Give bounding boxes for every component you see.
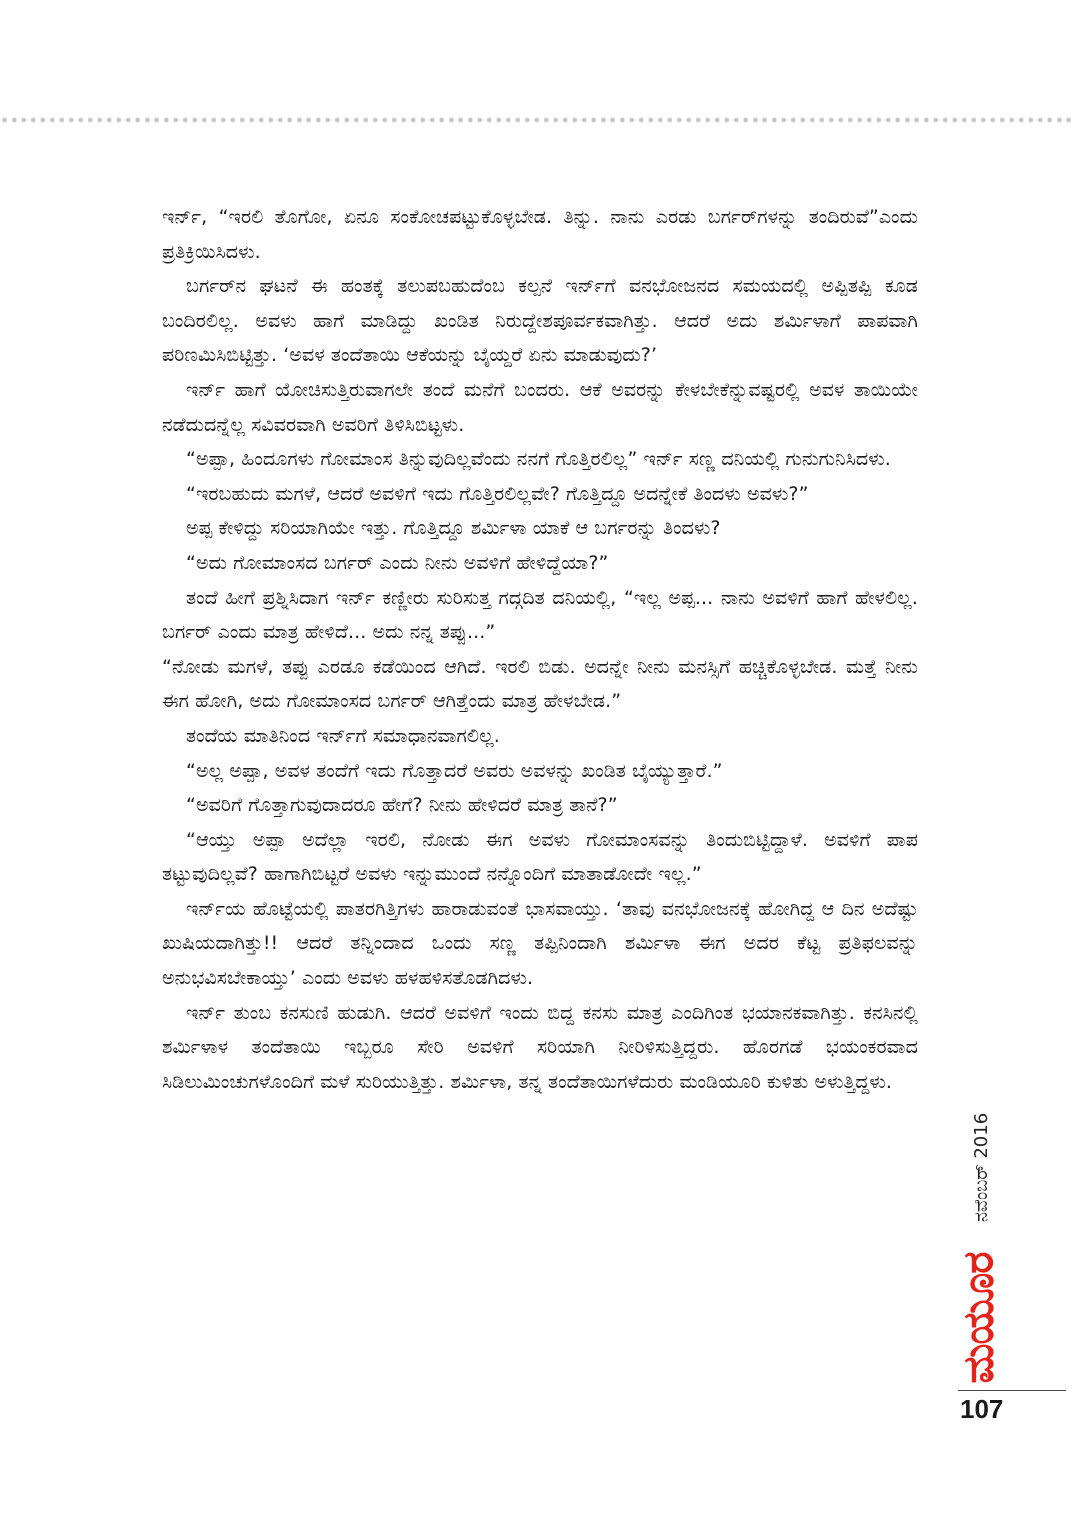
page-number-rule xyxy=(958,1390,1066,1391)
paragraph-10: ತಂದೆಯ ಮಾತಿನಿಂದ ಇರ್ನ್‌ಗೆ ಸಮಾಧಾನವಾಗಲಿಲ್ಲ. xyxy=(186,724,500,747)
paragraph-11: “ಅಲ್ಲ ಅಪ್ಪಾ, ಅವಳ ತಂದೆಗೆ ಇದು ಗೊತ್ತಾದರೆ ಅವರು ಅವಳನ್ನು ಖಂಡಿತ ಬೈಯ್ಯುತ್ತಾರೆ.” xyxy=(186,759,723,782)
paragraph-5: “ಇರಬಹುದು ಮಗಳೆ, ಆದರೆ ಅವಳಿಗೆ ಇದು ಗೊತ್ತಿರಲಿಲ್ಲವೇ? ಗೊತ್ತಿದ್ದೂ ಅದನ್ನೇಕೆ ತಿಂದಳು ಅವಳು?” xyxy=(186,482,809,505)
dotted-header-rule xyxy=(0,116,1072,124)
paragraph-13: “ಆಯ್ತು ಅಪ್ಪಾ ಅದೆಲ್ಲಾ ಇರಲಿ, ನೋಡು ಈಗ ಅವಳು ಗೋಮಾಂಸವನ್ನು ತಿಂದುಬಿಟ್ಟಿದ್ದಾಳೆ. ಅವಳಿಗೆ ಪಾಪ ತಟ್ಟುವುದಿಲ್ಲವೆ? ಹಾಗಾಗಿಬಿಟ್ಟರೆ ಅವಳು ಇನ್ನುಮುಂದೆ ನನ್ನೊಂದಿಗೆ ಮಾತಾಡೋದೇ ಇಲ್ಲ.” xyxy=(162,828,918,886)
sidebar-masthead xyxy=(952,1088,1016,1388)
paragraph-8: ತಂದೆ ಹೀಗೆ ಪ್ರಶ್ನಿಸಿದಾಗ ಇರ್ನ್ ಕಣ್ಣೀರು ಸುರಿಸುತ್ತ ಗದ್ಗದಿತ ದನಿಯಲ್ಲಿ, “ಇಲ್ಲ ಅಪ್ಪ... ನಾನು ಅವಳಿಗೆ ಹಾಗೆ ಹೇಳಲಿಲ್ಲ. ಬರ್ಗರ್ ಎಂದು ಮಾತ್ರ ಹೇಳಿದೆ... ಅದು ನನ್ನ ತಪ್ಪು...” xyxy=(162,586,918,644)
article-body xyxy=(162,200,918,1099)
paragraph-6: ಅಪ್ಪ ಕೇಳಿದ್ದು ಸರಿಯಾಗಿಯೇ ಇತ್ತು. ಗೊತ್ತಿದ್ದೂ ಶರ್ಮಿಳಾ ಯಾಕೆ ಆ ಬರ್ಗರನ್ನು ತಿಂದಳು? xyxy=(186,517,721,540)
magazine-logo xyxy=(952,1238,1004,1398)
paragraph-4: “ಅಪ್ಪಾ, ಹಿಂದೂಗಳು ಗೋಮಾಂಸ ತಿನ್ನುವುದಿಲ್ಲವೆಂದು ನನಗೆ ಗೊತ್ತಿರಲಿಲ್ಲ” ಇರ್ನ್ ಸಣ್ಣ ದನಿಯಲ್ಲಿ ಗುನುಗುನಿಸಿದಳು. xyxy=(186,448,891,471)
paragraph-9: “ನೋಡು ಮಗಳೆ, ತಪ್ಪು ಎರಡೂ ಕಡೆಯಿಂದ ಆಗಿದೆ. ಇರಲಿ ಬಿಡು. ಅದನ್ನೇ ನೀನು ಮನಸ್ಸಿಗೆ ಹಚ್ಚಿಕೊಳ್ಳಬೇಡ. ಮತ್ತೆ ನೀನು ಈಗ ಹೋಗಿ, ಅದು ಗೋಮಾಂಸದ ಬರ್ಗರ್ ಆಗಿತ್ತೆಂದು ಮಾತ್ರ ಹೇಳಬೇಡ.” xyxy=(162,655,918,713)
paragraph-1: ಇರ್ನ್, “ಇರಲಿ ತೊಗೋ, ಏನೂ ಸಂಕೋಚಪಟ್ಟುಕೊಳ್ಳಬೇಡ. ತಿನ್ನು. ನಾನು ಎರಡು ಬರ್ಗರ್‌ಗಳನ್ನು ತಂದಿರುವೆ”ಎಂದು ಪ್ರತಿಕ್ರಿಯಿಸಿದಳು. xyxy=(162,206,918,263)
paragraph-7: “ಅದು ಗೋಮಾಂಸದ ಬರ್ಗರ್ ಎಂದು ನೀನು ಅವಳಿಗೆ ಹೇಳಿದ್ದೆಯಾ?” xyxy=(186,551,609,574)
paragraph-12: “ಅವರಿಗೆ ಗೊತ್ತಾಗುವುದಾದರೂ ಹೇಗೆ? ನೀನು ಹೇಳಿದರೆ ಮಾತ್ರ ತಾನೆ?” xyxy=(186,794,618,817)
issue-date-text: ನವೆಂಬರ್ 2016 xyxy=(971,1112,993,1222)
magazine-logo-text: ಮಯೂರ xyxy=(953,1252,1003,1384)
paragraph-3: ಇರ್ನ್ ಹಾಗೆ ಯೋಚಿಸುತ್ತಿರುವಾಗಲೇ ತಂದೆ ಮನೆಗೆ ಬಂದರು. ಆಕೆ ಅವರನ್ನು ಕೇಳಬೇಕೆನ್ನುವಷ್ಟರಲ್ಲಿ ಅವಳ ತಾಯಿಯೇ ನಡೆದುದನ್ನೆಲ್ಲ ಸವಿವರವಾಗಿ ಅವರಿಗೆ ತಿಳಿಸಿಬಿಟ್ಟಳು. xyxy=(162,378,918,436)
page-number: 107 xyxy=(960,1394,1004,1424)
paragraph-14: ಇರ್ನ್‌ಯ ಹೊಟ್ಟೆಯಲ್ಲಿ ಪಾತರಗಿತ್ತಿಗಳು ಹಾರಾಡುವಂತೆ ಭಾಸವಾಯ್ತು. ‘ತಾವು ವನಭೋಜನಕ್ಕೆ ಹೋಗಿದ್ದ ಆ ದಿನ ಅದೆಷ್ಟು ಖುಷಿಯದಾಗಿತ್ತು!! ಆದರೆ ತನ್ನಿಂದಾದ ಒಂದು ಸಣ್ಣ ತಪ್ಪಿನಿಂದಾಗಿ ಶರ್ಮಿಳಾ ಈಗ ಅದರ ಕೆಟ್ಟ ಪ್ರತಿಫಲವನ್ನು ಅನುಭವಿಸಬೇಕಾಯ್ತು’ ಎಂದು ಅವಳು ಹಳಹಳಿಸತೊಡಗಿದಳು. xyxy=(162,897,918,990)
issue-date xyxy=(962,1112,1002,1222)
paragraph-15: ಇರ್ನ್ ತುಂಬ ಕನಸುಣಿ ಹುಡುಗಿ. ಆದರೆ ಅವಳಿಗೆ ಇಂದು ಬಿದ್ದ ಕನಸು ಮಾತ್ರ ಎಂದಿಗಿಂತ ಭಯಾನಕವಾಗಿತ್ತು. ಕನಸಿನಲ್ಲಿ ಶರ್ಮಿಳಾಳ ತಂದೆತಾಯಿ ಇಬ್ಬರೂ ಸೇರಿ ಅವಳಿಗೆ ಸರಿಯಾಗಿ ನೀರಿಳಿಸುತ್ತಿದ್ದರು. ಹೊರಗಡೆ ಭಯಂಕರವಾದ ಸಿಡಿಲುಮಿಂಚುಗಳೊಂದಿಗೆ ಮಳೆ ಸುರಿಯುತ್ತಿತ್ತು. ಶರ್ಮಿಳಾ, ತನ್ನ ತಂದೆತಾಯಿಗಳೆದುರು ಮಂಡಿಯೂರಿ ಕುಳಿತು ಅಳುತ್ತಿದ್ದಳು. xyxy=(162,1001,918,1093)
paragraph-2: ಬರ್ಗರ್‌ನ ಘಟನೆ ಈ ಹಂತಕ್ಕೆ ತಲುಪಬಹುದೆಂಬ ಕಲ್ಪನೆ ಇರ್ನ್‌ಗೆ ವನಭೋಜನದ ಸಮಯದಲ್ಲಿ ಅಪ್ಪಿತಪ್ಪಿ ಕೂಡ ಬಂದಿರಲಿಲ್ಲ. ಅವಳು ಹಾಗೆ ಮಾಡಿದ್ದು ಖಂಡಿತ ನಿರುದ್ದೇಶಪೂರ್ವಕವಾಗಿತ್ತು. ಆದರೆ ಅದು ಶರ್ಮಿಳಾಗೆ ಪಾಪವಾಗಿ ಪರಿಣಮಿಸಿಬಿಟ್ಟಿತ್ತು. ‘ಅವಳ ತಂದೆತಾಯಿ ಆಕೆಯನ್ನು ಬೈಯ್ದರೆ ಏನು ಮಾಡುವುದು?’ xyxy=(162,275,918,367)
